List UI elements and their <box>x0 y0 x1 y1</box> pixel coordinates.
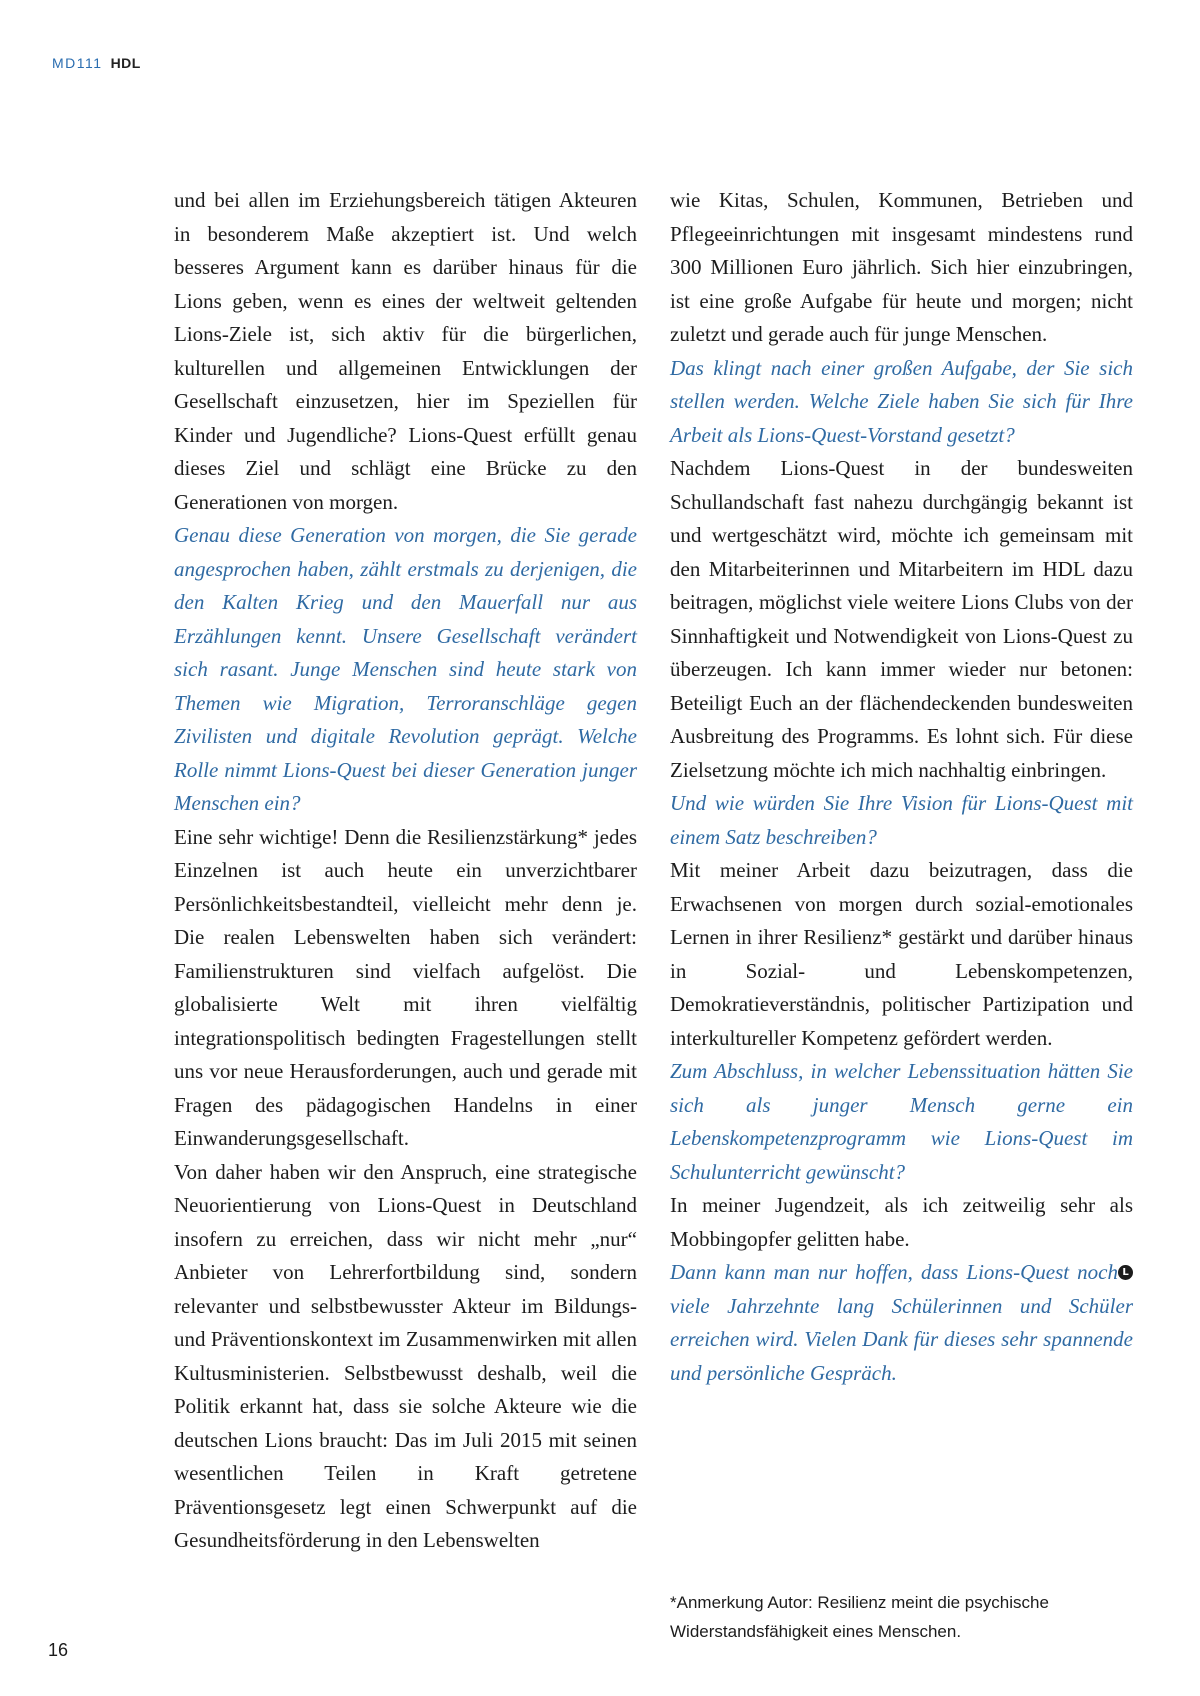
body-paragraph: Nachdem Lions-Quest in der bundesweiten Schullandschaft fast nahezu durchgängig bekannt ist und wertgeschätzt wird, möchte ich gemeinsam mit den Mitarbeiterinnen und Mitarbeitern im HDL dazu beitragen, möglichst viele weitere Lions Clubs von der Sinnhaftigkeit und Notwendigkeit von Lions-Quest zu überzeugen. Ich kann immer wieder nur betonen: Beteiligt Euch an der flächendeckenden bundesweiten Ausbreitung des Programms. Es lohnt sich. Für diese Zielsetzung möchte ich mich nachhaltig einbringen. <box>670 456 1133 782</box>
body-paragraph: und bei allen im Erziehungsbereich tätigen Akteuren in besonderem Maße akzeptiert ist. Und welch besseres Argument kann es darüber hinaus für die Lions geben, wenn es eines der weltweit geltenden Lions-Ziele ist, sich aktiv für die bürgerlichen, kulturellen und allgemeinen Entwicklungen der Gesellschaft einzusetzen, hier im Speziellen für Kinder und Jugendliche? Lions-Quest erfüllt genau dieses Ziel und schlägt eine Brücke zu den Generationen von morgen. <box>174 188 637 514</box>
interview-question: Genau diese Generation von morgen, die Sie gerade angesprochen haben, zählt erstmals zu derjenigen, die den Kalten Krieg und den Mauerfall nur aus Erzählungen kennt. Unsere Gesellschaft verändert sich rasant. Junge Menschen sind heute stark von Themen wie Migration, Terroranschläge gegen Zivilisten und digitale Revolution geprägt. Welche Rolle nimmt Lions-Quest bei dieser Generation junger Menschen ein? <box>174 523 637 815</box>
closing-question <box>670 1256 1133 1390</box>
lions-end-mark-icon: L <box>1118 1265 1133 1280</box>
section-label: HDL <box>110 55 141 71</box>
body-paragraph: Eine sehr wichtige! Denn die Resilienzstärkung* jedes Einzelnen ist auch heute ein unverzichtbarer Persönlichkeitsbestandteil, vielleicht mehr denn je. Die realen Lebenswelten haben sich verändert: Familienstrukturen sind vielfach aufgelöst. Die globalisierte Welt mit ihren vielfältig integrationspolitisch bedingten Fragestellungen stellt uns vor neue Herausforderungen, auch und gerade mit Fragen des pädagogischen Handelns in einer Einwanderungsgesellschaft. <box>174 824 637 1150</box>
footnote: *Anmerkung Autor: Resilienz meint die psychische Widerstandsfähigkeit eines Menschen. <box>670 1593 1049 1641</box>
interview-question: Und wie würden Sie Ihre Vision für Lions-Quest mit einem Satz beschreiben? <box>670 791 1133 849</box>
body-paragraph: Mit meiner Arbeit dazu beizutragen, dass die Erwachsenen von morgen durch sozial-emotionales Lernen in ihrer Resilienz* gestärkt und darüber hinaus in Sozial- und Lebenskompetenzen, Demokratieverständnis, politischer Partizipation und interkultureller Kompetenz gefördert werden. <box>670 858 1133 1050</box>
page-number: 16 <box>48 1640 69 1660</box>
district-code: MD111 <box>52 55 103 71</box>
body-paragraph: wie Kitas, Schulen, Kommunen, Betrieben und Pflegeeinrichtungen mit insgesamt mindestens rund 300 Millionen Euro jährlich. Sich hier einzubringen, ist eine große Aufgabe für heute und morgen; nicht zuletzt und gerade auch für junge Menschen. <box>670 188 1133 346</box>
interview-question: Zum Abschluss, in welcher Lebenssituation hätten Sie sich als junger Mensch gerne ein Lebenskompetenzprogramm wie Lions-Quest im Schulunterricht gewünscht? <box>670 1059 1133 1184</box>
closing-question-text: Dann kann man nur hoffen, dass Lions-Quest noch viele Jahrzehnte lang Schülerinnen und Schüler erreichen wird. Vielen Dank für dieses sehr spannende und persönliche Gespräch. <box>670 1260 1133 1385</box>
interview-question: Das klingt nach einer großen Aufgabe, der Sie sich stellen werden. Welche Ziele haben Sie sich für Ihre Arbeit als Lions-Quest-Vorstand gesetzt? <box>670 355 1133 447</box>
body-paragraph: In meiner Jugendzeit, als ich zeitweilig sehr als Mobbingopfer gelitten habe. <box>670 1193 1133 1251</box>
running-header <box>52 55 141 71</box>
left-column <box>174 184 637 1558</box>
body-paragraph: Von daher haben wir den Anspruch, eine strategische Neuorientierung von Lions-Quest in Deutschland insofern zu erreichen, dass wir nicht mehr „nur“ Anbieter von Lehrerfortbildung sind, sondern relevanter und selbstbewusster Akteur im Bildungs- und Präventionskontext im Zusammenwirken mit allen Kultusministerien. Selbstbewusst deshalb, weil die Politik erkannt hat, dass sie solche Akteure wie die deutschen Lions braucht: Das im Juli 2015 mit seinen wesentlichen Teilen in Kraft getretene Präventionsgesetz legt einen Schwerpunkt auf die Gesundheitsförderung in den Lebenswelten <box>174 1159 637 1552</box>
right-column <box>670 184 1133 1390</box>
